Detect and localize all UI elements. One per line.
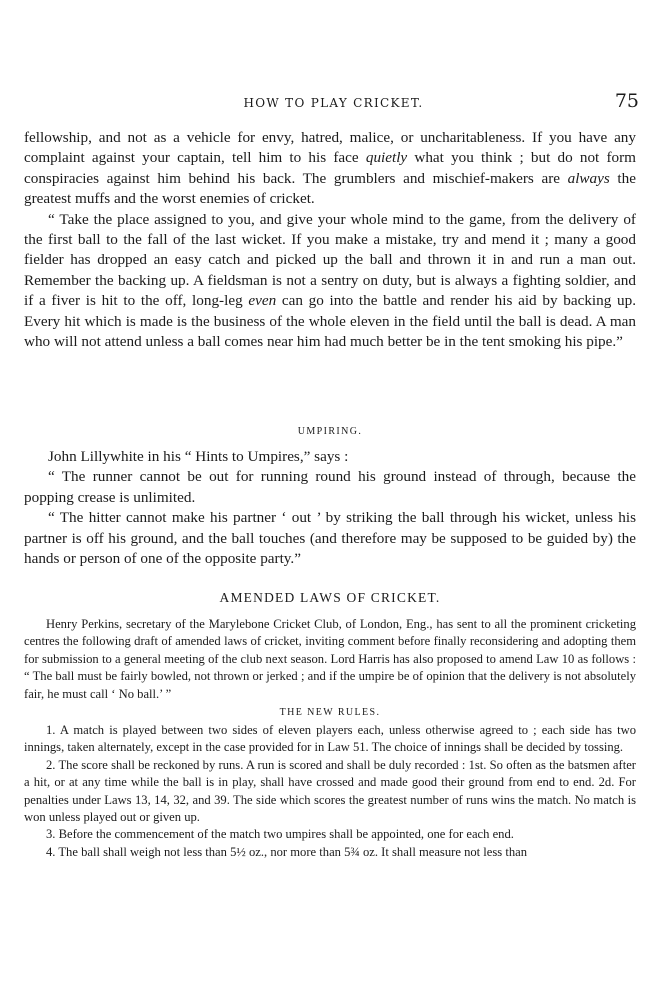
amended-laws-section bbox=[24, 590, 636, 861]
intro-paragraph-2: “ Take the place assigned to you, and give your whole mind to the game, from the delivery of the first ball to the fall of the last wicket. If you make a mistake, try and mend it ; many a good fielder has dropped an easy catch and picked up the ball and thrown it in and run a man out. Remember the backing up. A fieldsman is not a sentry on duty, but is always a fighting soldier, and if a fiver is hit to the off, long-leg even can go into the battle and render his aid by backing up. Every hit which is made is the business of the whole eleven in the field until the ball is dead. A man who will not attend unless a ball comes near him had much better be in the tent smoking his pipe.” bbox=[24, 210, 636, 351]
rule-3: 3. Before the commencement of the match two umpires shall be appointed, one for each end. bbox=[46, 827, 514, 842]
rule-2: 2. The score shall be reckoned by runs. A run is scored and shall be duly recorded : 1st. So often as the batsmen after a hit, or at any time while the ball is in play, shall have crossed and made good their ground from end to end. 2d. For penalties under Laws 13, 14, 32, and 39. The side which scores the greatest number of runs wins the match. No match is won unless played out or given up. bbox=[24, 757, 636, 825]
amended-laws-heading: AMENDED LAWS OF CRICKET. bbox=[219, 590, 441, 605]
umpiring-paragraph-1: John Lillywhite in his “ Hints to Umpires,” says : bbox=[48, 448, 349, 465]
intro-section bbox=[24, 128, 636, 352]
emphasis-quietly: quietly bbox=[365, 149, 408, 167]
umpiring-heading: UMPIRING. bbox=[297, 426, 363, 437]
page-header bbox=[24, 90, 643, 120]
rule-1: 1. A match is played between two sides of eleven players each, unless otherwise agreed to ; each side has two innings, taken alternately, except in the case provided for in Law 51. The choice of innings shall be decided by tossing. bbox=[24, 723, 636, 755]
amended-laws-intro: Henry Perkins, secretary of the Marylebone Cricket Club, of London, Eng., has sent to all the prominent cricketing centres the following draft of amended laws of cricket, inviting comment before finally reconsidering and adopting them for submission to a general meeting of the club next season. Lord Harris has also proposed to amend Law 10 as follows : “ The ball must be fairly bowled, not thrown or jerked ; and if the umpire be of opinion that the delivery is not absolutely fair, he must call ‘ No ball.’ ” bbox=[24, 617, 636, 701]
emphasis-always: always bbox=[567, 169, 610, 187]
page-number: 75 bbox=[614, 90, 639, 112]
umpiring-section bbox=[24, 426, 636, 569]
intro-paragraph-1: fellowship, and not as a vehicle for envy, hatred, malice, or uncharitableness. If you have any complaint against your captain, tell him to his face quietly what you think ; but do not form conspiracies against him behind his back. The grumblers and mischief-makers are always the greatest muffs and the worst enemies of cricket. bbox=[24, 129, 636, 208]
rule-4: 4. The ball shall weigh not less than 5½ oz., nor more than 5¾ oz. It shall measure not less than bbox=[46, 844, 528, 859]
umpiring-paragraph-3: “ The hitter cannot make his partner ‘ out ’ by striking the ball through his wicket, unless his partner is off his ground, and the ball touches (and therefore may be supposed to be guided by) the hands or person of one of the opposite party.” bbox=[24, 509, 636, 568]
new-rules-heading: THE NEW RULES. bbox=[279, 707, 381, 719]
emphasis-even: even bbox=[248, 292, 277, 310]
running-title: HOW TO PLAY CRICKET. bbox=[243, 96, 424, 110]
umpiring-paragraph-2: “ The runner cannot be out for running round his ground instead of through, because the popping crease is unlimited. bbox=[24, 468, 636, 506]
